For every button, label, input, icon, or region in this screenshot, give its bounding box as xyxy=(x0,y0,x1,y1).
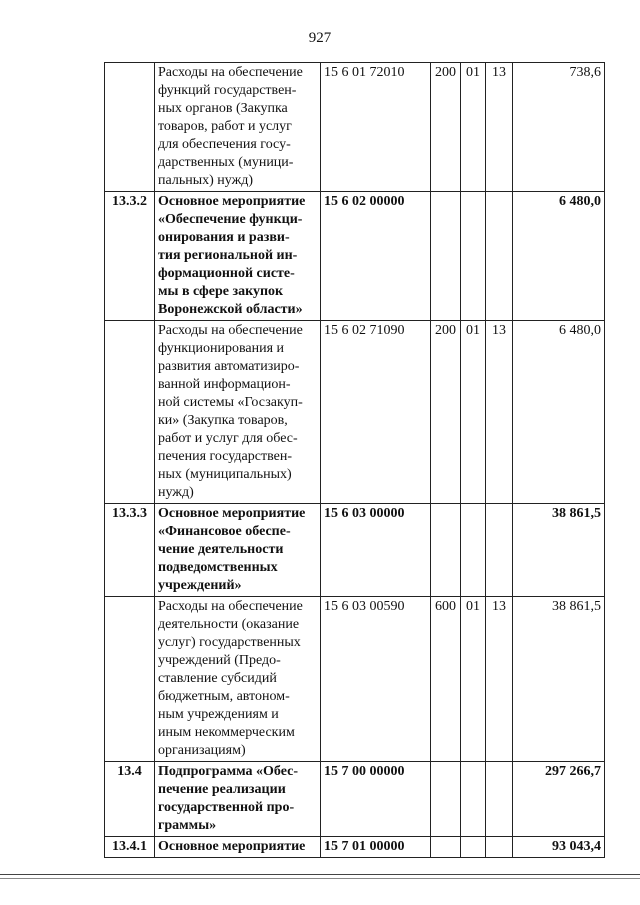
row-name-line: учреждений» xyxy=(158,578,242,593)
row-name-line: работ и услуг для обес- xyxy=(158,431,298,446)
row-name-cell xyxy=(155,504,321,597)
row-rz-cell xyxy=(461,762,486,837)
row-pr-cell: 13 xyxy=(486,63,513,192)
row-sum-cell: 38 861,5 xyxy=(513,597,605,762)
row-name-line: развития автоматизиро- xyxy=(158,359,300,374)
budget-table-body xyxy=(105,63,605,858)
row-name-line: ной системы «Госзакуп- xyxy=(158,395,303,410)
row-sum-cell: 297 266,7 xyxy=(513,762,605,837)
table-row xyxy=(105,192,605,321)
row-name-line: подведомственных xyxy=(158,560,278,575)
row-rz-cell: 01 xyxy=(461,63,486,192)
row-name-cell xyxy=(155,63,321,192)
row-name-line: Расходы на обеспечение xyxy=(158,65,303,80)
footer-rule-secondary xyxy=(0,878,640,879)
row-code-cell: 15 6 01 72010 xyxy=(321,63,431,192)
row-number-cell: 13.4.1 xyxy=(105,837,155,858)
row-name-cell xyxy=(155,597,321,762)
table-row xyxy=(105,63,605,192)
row-name-line: Основное мероприятие xyxy=(158,506,306,521)
row-name-line: печения государствен- xyxy=(158,449,292,464)
row-name-line: «Финансовое обеспе- xyxy=(158,524,291,539)
row-number-cell: 13.4 xyxy=(105,762,155,837)
row-name-line: мы в сфере закупок xyxy=(158,284,284,299)
row-rz-cell xyxy=(461,837,486,858)
row-pr-cell xyxy=(486,504,513,597)
row-vr-cell xyxy=(431,837,461,858)
row-vr-cell: 200 xyxy=(431,321,461,504)
row-sum-cell: 93 043,4 xyxy=(513,837,605,858)
row-name-line: для обеспечения госу- xyxy=(158,137,291,152)
row-vr-cell: 200 xyxy=(431,63,461,192)
row-rz-cell: 01 xyxy=(461,321,486,504)
row-pr-cell xyxy=(486,837,513,858)
row-name-line: бюджетным, автоном- xyxy=(158,689,290,704)
row-name-line: услуг) государственных xyxy=(158,635,301,650)
row-name-line: Расходы на обеспечение xyxy=(158,323,303,338)
table-row xyxy=(105,762,605,837)
row-name-line: ванной информацион- xyxy=(158,377,291,392)
row-name-line: иным некоммерческим xyxy=(158,725,295,740)
row-name-line: тия региональной ин- xyxy=(158,248,298,263)
row-code-cell: 15 6 02 71090 xyxy=(321,321,431,504)
row-number-cell: 13.3.2 xyxy=(105,192,155,321)
row-name-line: Подпрограмма «Обес- xyxy=(158,764,299,779)
row-number-cell xyxy=(105,597,155,762)
row-name-line: ки» (Закупка товаров, xyxy=(158,413,288,428)
row-name-line: Основное мероприятие xyxy=(158,194,306,209)
row-number-cell xyxy=(105,321,155,504)
row-vr-cell xyxy=(431,192,461,321)
row-name-line: печение реализации xyxy=(158,782,286,797)
row-name-line: ным учреждениям и xyxy=(158,707,279,722)
row-name-line: государственной про- xyxy=(158,800,295,815)
row-name-line: деятельности (оказание xyxy=(158,617,300,632)
row-name-line: чение деятельности xyxy=(158,542,284,557)
table-row xyxy=(105,837,605,858)
row-name-line: организациям) xyxy=(158,743,246,758)
row-code-cell: 15 7 00 00000 xyxy=(321,762,431,837)
row-name-line: «Обеспечение функци- xyxy=(158,212,303,227)
row-sum-cell: 6 480,0 xyxy=(513,192,605,321)
row-vr-cell xyxy=(431,504,461,597)
page-number: 927 xyxy=(308,30,332,46)
row-name-line: Расходы на обеспечение xyxy=(158,599,303,614)
row-name-line: пальных) нужд) xyxy=(158,173,254,188)
row-pr-cell: 13 xyxy=(486,597,513,762)
row-name-line: учреждений (Предо- xyxy=(158,653,281,668)
row-rz-cell: 01 xyxy=(461,597,486,762)
budget-table xyxy=(104,62,605,858)
row-code-cell: 15 6 03 00000 xyxy=(321,504,431,597)
row-pr-cell xyxy=(486,192,513,321)
row-name-cell xyxy=(155,192,321,321)
row-name-line: формационной систе- xyxy=(158,266,295,281)
row-number-cell: 13.3.3 xyxy=(105,504,155,597)
row-sum-cell: 38 861,5 xyxy=(513,504,605,597)
row-name-line: товаров, работ и услуг xyxy=(158,119,292,134)
row-code-cell: 15 6 02 00000 xyxy=(321,192,431,321)
table-row xyxy=(105,321,605,504)
row-number-cell xyxy=(105,63,155,192)
row-name-cell xyxy=(155,321,321,504)
row-code-cell: 15 7 01 00000 xyxy=(321,837,431,858)
row-pr-cell: 13 xyxy=(486,321,513,504)
row-name-line: Воронежской области» xyxy=(158,302,303,317)
row-rz-cell xyxy=(461,192,486,321)
row-name-line: граммы» xyxy=(158,818,217,833)
row-name-line: ных (муниципальных) xyxy=(158,467,292,482)
row-name-line: ных органов (Закупка xyxy=(158,101,288,116)
row-name-line: нужд) xyxy=(158,485,194,500)
footer-rule xyxy=(0,874,640,875)
row-pr-cell xyxy=(486,762,513,837)
row-name-line: Основное мероприятие xyxy=(158,839,306,854)
row-name-line: функций государствен- xyxy=(158,83,297,98)
row-rz-cell xyxy=(461,504,486,597)
table-row xyxy=(105,504,605,597)
table-row xyxy=(105,597,605,762)
row-code-cell: 15 6 03 00590 xyxy=(321,597,431,762)
row-name-cell xyxy=(155,837,321,858)
row-name-line: дарственных (муници- xyxy=(158,155,294,170)
row-name-line: онирования и разви- xyxy=(158,230,290,245)
row-vr-cell xyxy=(431,762,461,837)
row-name-cell xyxy=(155,762,321,837)
row-name-line: ставление субсидий xyxy=(158,671,277,686)
row-vr-cell: 600 xyxy=(431,597,461,762)
row-sum-cell: 6 480,0 xyxy=(513,321,605,504)
row-sum-cell: 738,6 xyxy=(513,63,605,192)
row-name-line: функционирования и xyxy=(158,341,285,356)
